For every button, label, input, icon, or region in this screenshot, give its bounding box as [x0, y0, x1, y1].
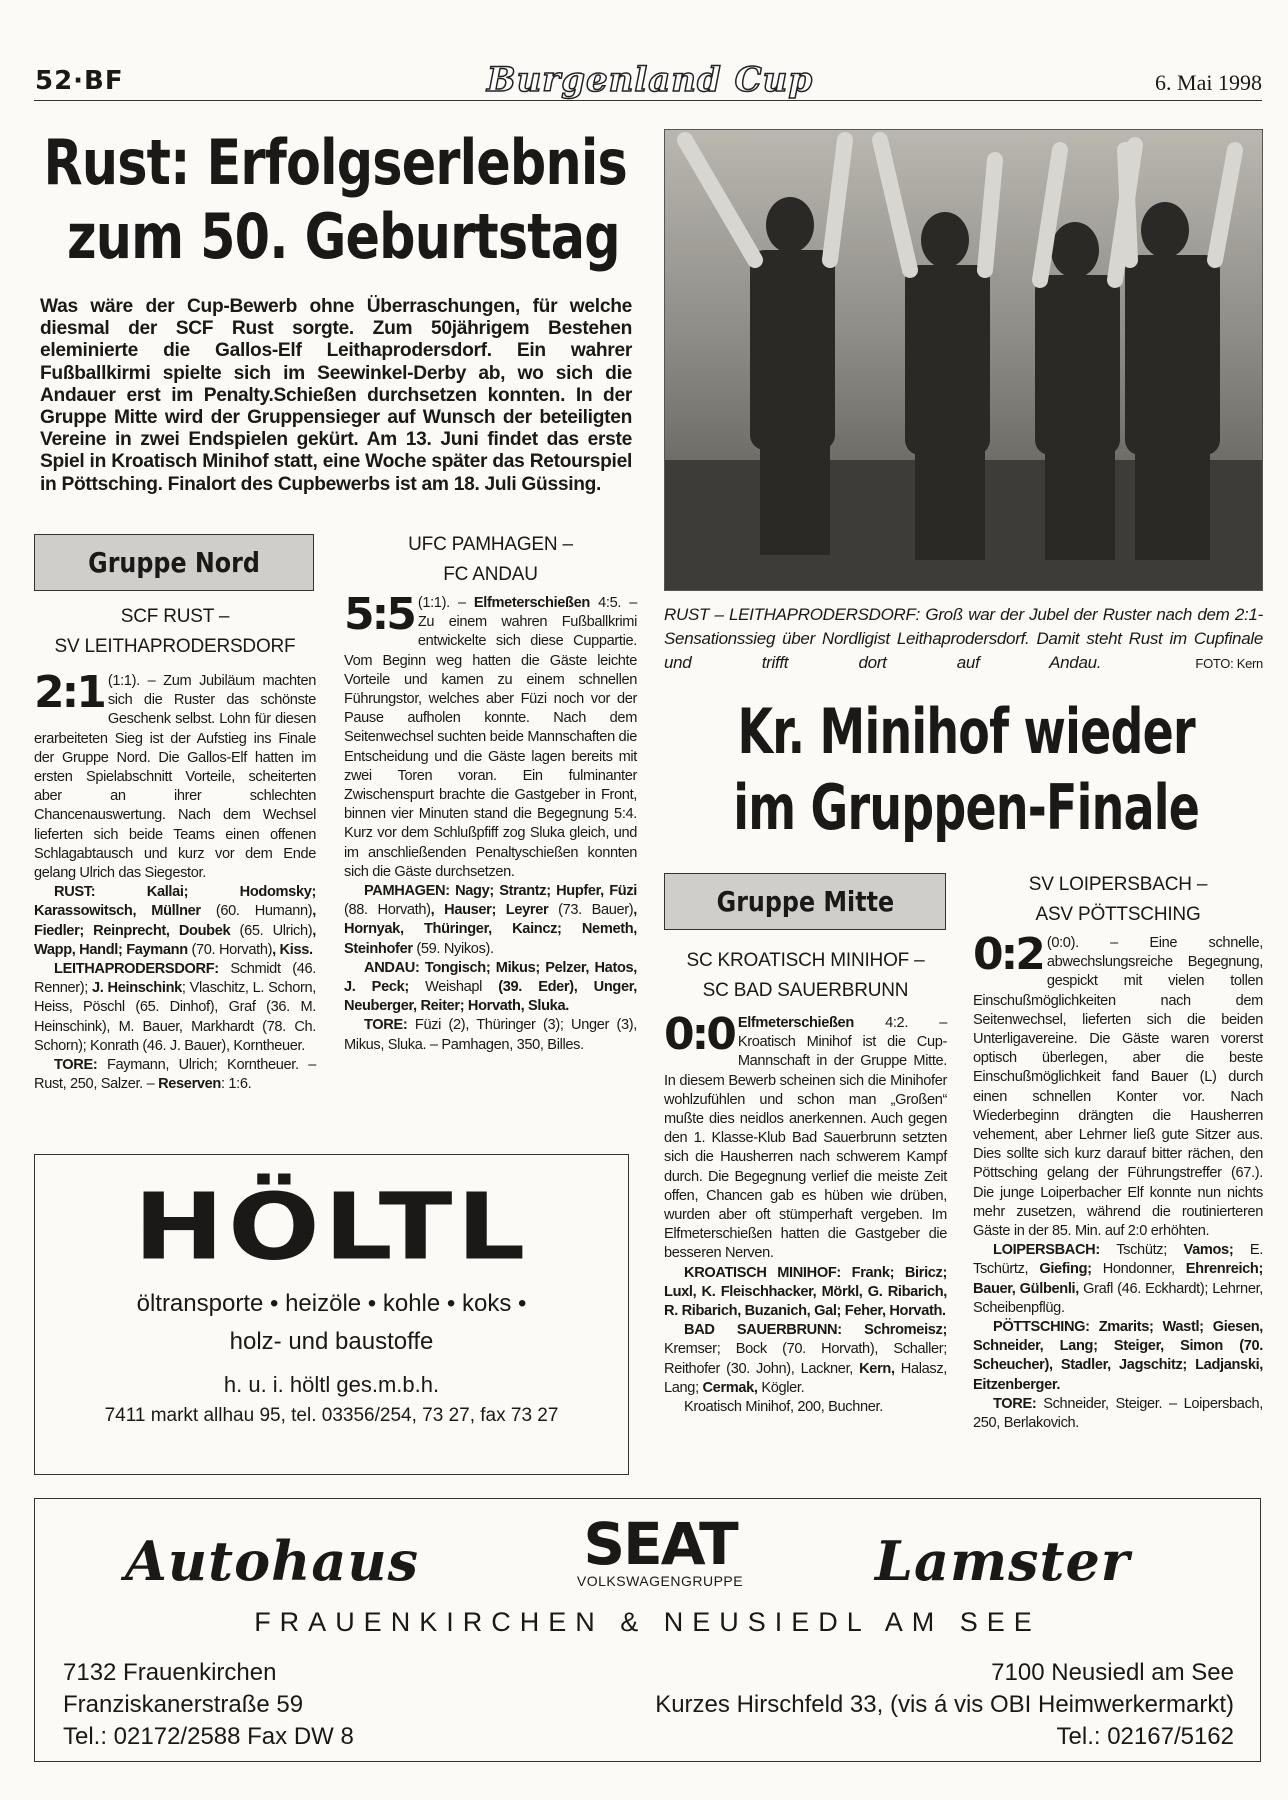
report-paragraph: [664, 1009, 947, 1264]
bold-text: Reserven: [158, 1076, 221, 1093]
page-number: 52·BF: [35, 66, 124, 96]
ad-services-2: holz- und baustoffe: [229, 1328, 434, 1355]
address-line: 7132 Frauenkirchen: [63, 1659, 277, 1686]
text: Schneider, Steiger. – Loipersbach, 250, Berlakovich.: [973, 1395, 1263, 1432]
match-heading: [664, 946, 947, 1006]
bold-text: J. Heinschink: [92, 980, 182, 997]
bold-text: ANDAU: Tongisch; Mikus; Pelzer, Hatos, J. Peck;: [344, 959, 637, 996]
match-score: 0:2: [973, 929, 1043, 980]
section-title: Burgenland Cup: [486, 60, 814, 100]
text: (59. Nyikos).: [412, 940, 494, 957]
team-celebration-photo: [664, 129, 1263, 591]
text: : 1:6.: [221, 1076, 252, 1093]
header-rule: [34, 100, 1262, 101]
headline-rust: [40, 126, 630, 274]
headline-line: Rust: Erfolgserlebnis: [43, 126, 627, 199]
seat-group: VOLKSWAGENGRUPPE: [576, 1573, 744, 1589]
text: Hondonner,: [1091, 1261, 1186, 1278]
text: Weishapl: [408, 979, 499, 996]
lead-paragraph: Was wäre der Cup-Bewerb ohne Überraschungen, für welche diesmal der SCF Rust sorgte. Zum 50jährigem Bestehen eleminierte die Gallos-Elf Leithaprodersdorf. Ein wahrer Fußballkirmi spielte sich im Seewinkel-Derby ab, wo sich die Andauer erst im Penalty.Schießen durchsetzen konnten. In der Gruppe Mitte wird der Gruppensieger auf Wunsch der beteiligten Vereine in zwei Endspielen gekürt. Am 13. Juni findet das erste Spiel in Kroatisch Minihof statt, eine Woche später das Retourspiel in Pöttsching. Finalort des Cupbewerbs ist am 18. Juli Güssing.: [40, 296, 632, 495]
bold-text: Kern,: [859, 1360, 895, 1377]
bold-text: LOIPERSBACH:: [993, 1242, 1100, 1259]
text: Kremser; Bock (70. Horvath), Schaller; Reithofer (30. John), Lackner,: [664, 1341, 947, 1377]
group-box-mitte: [664, 873, 946, 930]
bold-text: TORE:: [364, 1017, 408, 1034]
report-paragraph: [34, 960, 316, 1056]
match-heading: [34, 602, 316, 662]
away-team: FC ANDAU: [443, 564, 538, 585]
report-paragraph: [664, 1398, 947, 1417]
bold-text: , Wapp, Handl; Faymann: [34, 922, 316, 958]
report-paragraph: [344, 959, 637, 1017]
ad-address: 7411 markt allhau 95, tel. 03356/254, 73 27, fax 73 27: [104, 1405, 559, 1426]
report-paragraph: [344, 1016, 637, 1054]
bold-text: , Hauser; Leyrer: [430, 902, 549, 919]
bold-text: PAMHAGEN: Nagy; Strantz; Hupfer, Füzi: [364, 883, 637, 900]
text: (88. Horvath): [344, 902, 431, 919]
away-team: SC BAD SAUERBRUNN: [702, 980, 909, 1001]
match-report: [664, 1009, 947, 1417]
text: E. Tschürtz,: [973, 1242, 1263, 1278]
bold-text: Elfmeterschießen: [737, 1015, 854, 1031]
report-paragraph: [664, 1321, 947, 1398]
report-paragraph: [34, 667, 316, 883]
match-score: 0:0: [664, 1009, 734, 1060]
headline-line: im Gruppen-Finale: [733, 771, 1200, 844]
match-report: [973, 929, 1264, 1433]
home-team: SC KROATISCH MINIHOF –: [686, 950, 925, 971]
bold-text: Cermak,: [702, 1379, 758, 1396]
address-line: Tel.: 02172/2588 Fax DW 8: [63, 1723, 354, 1750]
text: Kroatisch Minihof, 200, Buchner.: [684, 1399, 883, 1416]
advert-seat-lamster: [34, 1498, 1261, 1762]
text: Schmidt (46. Renner);: [34, 961, 316, 997]
bold-text: BAD SAUERBRUNN: Schromeisz;: [684, 1322, 947, 1339]
address-line: Franziskanerstraße 59: [63, 1691, 304, 1718]
report-paragraph: [664, 1264, 947, 1322]
address-line: Kurzes Hirschfeld 33, (vis á vis OBI Heimwerkermarkt): [655, 1691, 1234, 1718]
caption-text: RUST – LEITHAPRODERSDORF: Groß war der Jubel der Ruster nach dem 2:1-Sensationssieg über Nordligist Leithaprodersdorf. Damit steht Rust im Cupfinale und trifft dort auf Andau.: [664, 605, 1263, 672]
advert-hoeltl: [34, 1154, 629, 1475]
bold-text: PÖTTSCHING: Zmarits; Wastl; Giesen, Schneider, Lang; Steiger, Simon (70. Scheucher), Stadler, Jagschitz; Ladjanski, Eitzenberger.: [973, 1319, 1263, 1393]
text: (0:0). – Eine schnelle, abwechslungsreiche Begegnung, gespickt mit vielen tollen Einschußmöglichkeiten nach dem Seitenwechsel, lieferten sich die beiden Unterligavereine. Die Gäste waren vorerst optisch überlegen, aber die beste Einschußmöglichkeit fand Bauer (L) durch einen schnellen Konter vor. Nach Wiederbeginn drängten die Hausherren vehement, aber Lehrner ließ gute Sitzer aus. Dies sollte sich kurz darauf bitter rächen, den Pöttsching gelang der Führungstreffer (67.). Die junge Loiperbacher Elf konnte nun nichts mehr zusetzen, während die routinierteren Gäste in der 85. Min. auf 2:0 erhöhten.: [973, 935, 1263, 1240]
text: ; Vlaschitz, L. Schorn, Heiss, Pöschl (65. Dinhof), Graf (36. M. Heinschink), M. Bauer, Markhardt (78. Ch. Schorn); Konrath (46. J. Bauer), Korntheuer.: [34, 980, 316, 1054]
text: (60. Humann): [200, 903, 313, 920]
text: Tschütz;: [1099, 1242, 1184, 1259]
home-team: SCF RUST –: [120, 606, 230, 627]
match-heading: [973, 870, 1263, 930]
bold-text: Vamos;: [1183, 1242, 1234, 1259]
text: Füzi (2), Thüringer (3); Unger (3), Mikus, Sluka. – Pamhagen, 350, Billes.: [344, 1017, 637, 1053]
bold-text: TORE:: [993, 1395, 1037, 1412]
text: 4:5. – Zu einem wahren Fußballkrimi entwickelte sich diese Cuppartie. Vom Beginn weg hatten die Gäste leichte Vorteile und kamen zu einem schnellen Führungstor, welches aber Füzi noch vor der Pause aufholen konnte. Nach dem Seitenwechsel suchten beide Mannschaften die Entscheidung und die Gäste lagen bereits mit zwei Toren voran. Ein fulminanter Zwischenspurt brachte die Gastgeber in Front, binnen vier Minuten stand die Begegnung 5:4. Kurz vor dem Schlußpfiff zog Sluka gleich, und im anschließenden Penaltyschießen konnten sich die Gäste durchsetzen.: [344, 595, 637, 880]
report-paragraph: [34, 1056, 316, 1094]
report-paragraph: [973, 1241, 1263, 1318]
text: Faymann, Ulrich; Korntheuer. – Rust, 250, Salzer. –: [34, 1057, 316, 1093]
report-paragraph: [973, 1395, 1263, 1433]
report-paragraph: [973, 1318, 1263, 1395]
text: Grafl (46. Eckhardt); Lehrner, Scheibenpflüg.: [973, 1280, 1264, 1316]
address-line: Tel.: 02167/5162: [1056, 1723, 1234, 1750]
address-right: [655, 1657, 1234, 1753]
bold-text: Elfmeterschießen: [473, 595, 590, 611]
text: (73. Bauer): [548, 902, 634, 919]
address-line: 7100 Neusiedl am See: [991, 1659, 1234, 1686]
seat-brand: SEAT: [583, 1510, 737, 1578]
match-score: 2:1: [34, 667, 104, 718]
text: (65. Ulrich): [230, 922, 313, 939]
photo-credit: FOTO: Kern: [1195, 656, 1263, 671]
text: (1:1). – Zum Jubiläum machten sich die Ruster das schönste Geschenk selbst. Lohn für diesen erarbeiteten Sieg ist der Aufstieg ins Finale der Gruppe Nord. Die Gallos-Elf hatten im ersten Spielabschnitt Vorteile, scheiterten aber an ihrer schlechten Chancenauswertung. Nach dem Wechsel lieferten sich beide Teams einen offenen Schlagabtausch und kurz vor dem Ende gelang Ulrich das Siegestor.: [34, 673, 316, 882]
away-team: ASV PÖTTSCHING: [1035, 904, 1201, 925]
bold-text: TORE:: [54, 1057, 98, 1074]
photo-players-icon: [665, 130, 1263, 591]
bold-text: KROATISCH MINIHOF: Frank; Biricz; Luxl, K. Fleischhacker, Mörkl, G. Ribarich, R. Ribarich, Buzanich, Gal; Feher, Horvath.: [664, 1264, 947, 1320]
ad-script-autohaus: Autohaus: [125, 1529, 420, 1593]
report-paragraph: [344, 589, 637, 882]
text: Kögler.: [757, 1379, 805, 1396]
bold-text: RUST: Kallai; Hodomsky; Karassowitsch, Müllner: [34, 884, 316, 920]
ad-services: öltransporte • heizöle • kohle • koks •: [136, 1290, 527, 1317]
home-team: SV LOIPERSBACH –: [1028, 874, 1208, 895]
headline-minihof: [685, 694, 1247, 846]
seat-logo: [545, 1510, 775, 1589]
hoeltl-logo: HÖLTL: [133, 1174, 530, 1281]
ad-towns: FRAUENKIRCHEN & NEUSIEDL AM SEE: [254, 1607, 1041, 1637]
ad-company: h. u. i. höltl ges.m.b.h.: [223, 1372, 440, 1397]
ad-script-lamster: Lamster: [875, 1529, 1131, 1593]
bold-text: Ehrenreich; Bauer, Gülbenli,: [973, 1261, 1263, 1297]
bold-text: , Fiedler; Reinprecht, Doubek: [34, 903, 317, 939]
report-paragraph: [34, 883, 316, 960]
text: Halasz, Lang;: [664, 1360, 947, 1396]
home-team: UFC PAMHAGEN –: [408, 534, 573, 555]
text: 4:2. – Kroatisch Minihof ist die Cup-Mannschaft in der Gruppe Mitte. In diesem Bewerb scheinen sich die Minihofer wohlzufühlen und schon man „Großen“ mußte dies neidlos anerkennen. Auch gegen den 1. Klasse-Klub Bad Sauerbrunn setzten sich die Hausherren nach schwerem Kampf durch. Die Begegnung verlief die meiste Zeit offen, Chancen gab es hüben wie drüben, wurden aber oft stümperhaft vergeben. Im Elfmeterschießen hatten die Gastgeber die besseren Nerven.: [664, 1015, 947, 1262]
group-label: Gruppe Mitte: [716, 885, 894, 918]
issue-date: 6. Mai 1998: [1155, 70, 1262, 95]
address-left: [63, 1657, 354, 1753]
bold-text: (39. Eder), Unger, Neuberger, Reiter; Horvath, Sluka.: [344, 979, 637, 1015]
match-report: [344, 589, 637, 1055]
bold-text: , Kiss.: [272, 941, 313, 958]
match-heading: [344, 530, 637, 590]
group-label: Gruppe Nord: [88, 546, 260, 579]
text: (1:1). –: [417, 595, 474, 611]
match-score: 5:5: [344, 589, 414, 640]
photo-caption: [664, 603, 1263, 676]
bold-text: LEITHAPRODERSDORF:: [54, 961, 219, 978]
match-report: [34, 667, 317, 1094]
report-paragraph: [344, 882, 637, 959]
report-paragraph: [973, 929, 1263, 1241]
bold-text: , Hornyak, Thüringer, Kaincz; Nemeth, Steinhofer: [344, 902, 637, 957]
group-box-nord: [34, 534, 314, 591]
headline-line: zum 50. Geburtstag: [66, 200, 620, 273]
bold-text: Giefing;: [1039, 1261, 1092, 1278]
away-team: SV LEITHAPRODERSDORF: [54, 636, 296, 657]
headline-line: Kr. Minihof wieder: [737, 695, 1195, 768]
text: (70. Horvath): [187, 941, 273, 958]
